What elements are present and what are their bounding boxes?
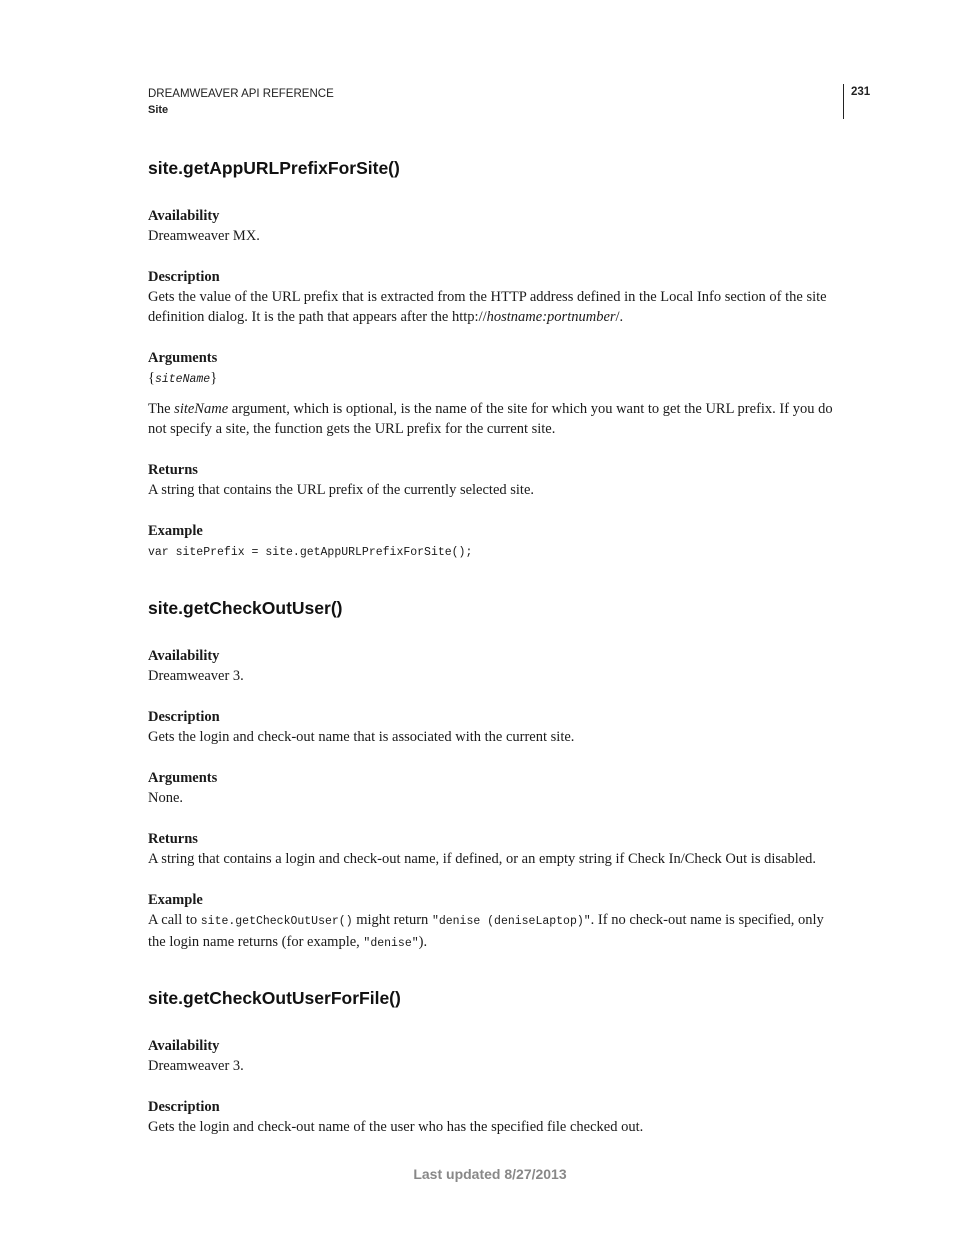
running-header-section: Site (148, 104, 169, 116)
availability-block (148, 1036, 840, 1076)
returns-block (148, 829, 840, 869)
description-text-part: Gets the value of the URL prefix that is extracted from the HTTP address defined in the Local Info section of the site definition dialog. It is the path that appears after the http:// (148, 289, 827, 325)
description-block (148, 707, 840, 747)
description-text: Gets the login and check-out name that is associated with the current site. (148, 729, 575, 745)
arguments-heading: Arguments (148, 770, 218, 786)
availability-block (148, 206, 840, 246)
description-heading: Description (148, 269, 220, 285)
arguments-block (148, 768, 840, 808)
example-block (148, 521, 840, 563)
description-text-part: /. (615, 309, 624, 325)
function-heading: site.getCheckOutUserForFile() (148, 988, 401, 1008)
availability-heading: Availability (148, 1038, 220, 1054)
example-inline-code: "denise" (363, 937, 419, 950)
description-heading: Description (148, 709, 220, 725)
returns-text: A string that contains a login and check-out name, if defined, or an empty string if Check In/Check Out is disabled. (148, 851, 817, 867)
page-footer (0, 1166, 954, 1182)
argument-signature (148, 368, 840, 390)
description-italic-term: hostname:portnumber (486, 309, 616, 325)
description-heading: Description (148, 1099, 220, 1115)
function-section-getcheckoutuserforfile (148, 984, 840, 1137)
availability-heading: Availability (148, 208, 220, 224)
availability-text: Dreamweaver 3. (148, 1058, 244, 1074)
function-section-getappurlprefixforsite (148, 154, 840, 563)
example-heading: Example (148, 892, 203, 908)
returns-block (148, 460, 840, 500)
example-inline-code: "denise (deniseLaptop)" (431, 915, 591, 928)
argument-description (148, 399, 840, 439)
description-block (148, 267, 840, 327)
example-inline-code: site.getCheckOutUser() (200, 915, 353, 928)
arg-text-part: The (148, 401, 175, 417)
page-number: 231 (851, 86, 871, 98)
example-block (148, 890, 840, 954)
example-code: var sitePrefix = site.getAppURLPrefixForSite(); (148, 546, 473, 559)
returns-heading: Returns (148, 831, 198, 847)
availability-text: Dreamweaver MX. (148, 228, 260, 244)
availability-text: Dreamweaver 3. (148, 668, 244, 684)
example-text-part: . If no check-out name is specified, only the login name returns (for example, (148, 912, 824, 950)
running-header-title: DREAMWEAVER API REFERENCE (148, 88, 334, 100)
arg-brace-close: } (210, 370, 218, 386)
function-heading: site.getCheckOutUser() (148, 598, 343, 618)
example-text-part: ). (418, 934, 428, 950)
last-updated-text: Last updated 8/27/2013 (413, 1166, 567, 1182)
arg-text-part: argument, which is optional, is the name of the site for which you want to get the URL prefix. If you do not specify a site, the function gets the URL prefix for the current site. (148, 401, 833, 437)
description-text: Gets the login and check-out name of the user who has the specified file checked out. (148, 1119, 644, 1135)
returns-text: A string that contains the URL prefix of the currently selected site. (148, 482, 535, 498)
example-text-part: might return (352, 912, 432, 928)
example-text (148, 910, 840, 954)
description-text (148, 287, 840, 327)
arg-brace-open: { (148, 370, 155, 386)
example-heading: Example (148, 523, 203, 539)
description-block (148, 1097, 840, 1137)
example-text-part: A call to (148, 912, 201, 928)
availability-block (148, 646, 840, 686)
arguments-text: None. (148, 790, 184, 806)
header-divider (843, 84, 844, 119)
example-code-line (148, 541, 840, 563)
arguments-heading: Arguments (148, 350, 218, 366)
arg-code: siteName (154, 373, 211, 386)
arg-italic-term: siteName (174, 401, 229, 417)
availability-heading: Availability (148, 648, 220, 664)
function-heading: site.getAppURLPrefixForSite() (148, 158, 400, 178)
function-section-getcheckoutuser (148, 594, 840, 954)
arguments-block (148, 348, 840, 439)
returns-heading: Returns (148, 462, 198, 478)
page-body (148, 154, 840, 1137)
